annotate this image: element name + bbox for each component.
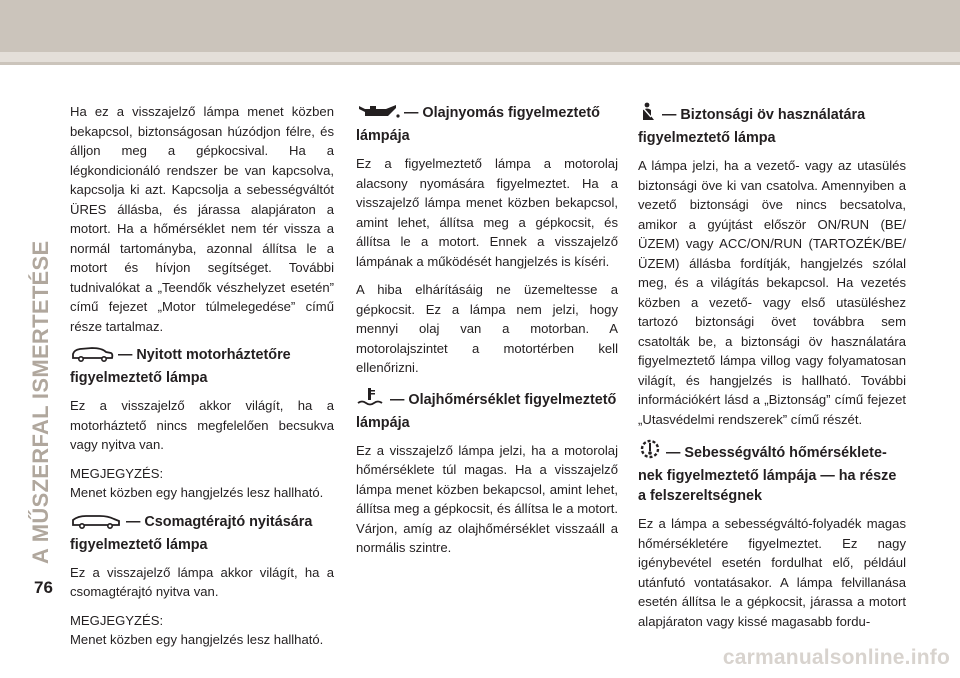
trunk-warning-heading bbox=[70, 512, 334, 555]
header-band bbox=[0, 0, 960, 52]
page-number: 76 bbox=[34, 578, 53, 597]
intro-paragraph: Ha ez a visszajelző lámpa menet közben bekapcsol, biztonságosan húzódjon félre, és álljon meg a gépkocsival. Ha a légkondicionáló rendszer be van kapcsolva, kapcsolja ki azt. Kapcsolja a sebességváltót ÜRES állásba, és járassa alapjáraton a motort. Ha a hőmérséklet nem tér vissza a normál tartományba, azonnal állítsa le a motort és hívjon segítséget. További tudnivalókat a „Teendők vészhelyzet esetén” című fejezet „Motor túlmelegedése” című része tartalmaz. bbox=[70, 104, 334, 334]
oil-pressure-heading-text: — Olajnyomás figyelmeztető lámpája bbox=[356, 105, 600, 144]
column-2 bbox=[356, 102, 618, 567]
side-chapter-title bbox=[28, 96, 56, 564]
note-1-title: MEGJEGYZÉS: bbox=[70, 465, 164, 481]
seatbelt-heading bbox=[638, 102, 906, 148]
column-3 bbox=[638, 102, 906, 640]
note-2-text: Menet közben egy hangjelzés lesz hallható. bbox=[70, 632, 324, 647]
transmission-temperature-icon bbox=[638, 438, 662, 466]
watermark: carmanualsonline.info bbox=[722, 646, 950, 669]
column-1 bbox=[70, 102, 334, 659]
side-chapter-title-text: A MŰSZERFAL ISMERTETÉSE bbox=[28, 240, 53, 564]
oil-pressure-icon bbox=[356, 102, 400, 126]
oil-pressure-heading bbox=[356, 102, 618, 146]
transmission-temperature-heading bbox=[638, 438, 906, 506]
seatbelt-icon bbox=[638, 102, 658, 128]
trunk-warning-text: Ez a visszajelző lámpa akkor világít, ha a csomagtérajtó nyitva van. bbox=[70, 564, 334, 599]
header-rule bbox=[0, 62, 960, 65]
oil-pressure-text-2: A hiba elhárításáig ne üzemeltesse a gépkocsit. Ez a lámpa nem jelzi, hogy mennyi olaj van a motorban. A motorolajszintet a motortérben kell ellenőrizni. bbox=[356, 282, 618, 375]
note-1-text: Menet közben egy hangjelzés lesz hallható. bbox=[70, 485, 324, 500]
car-hood-open-icon bbox=[70, 346, 114, 368]
transmission-temperature-text: Ez a lámpa a sebességváltó-folyadék magas hőmérsékletére figyelmeztet. Ez nagy igénybevétel esetén fordulhat elő, például utánfutó vontatásakor. A lámpa felvillanása esetén állítsa le a gépkocsit, járassa a motort alapjáraton vagy kissé magasabb fordu- bbox=[638, 516, 906, 629]
transmission-temperature-heading-text: — Sebességváltó hőmérsékletenek figyelmeztető lámpája — ha része a felszereltségnek bbox=[638, 445, 897, 504]
header-stripe bbox=[0, 52, 960, 62]
hood-warning-heading bbox=[70, 345, 334, 388]
trunk-warning-heading-text: — Csomagtérajtó nyitására figyelmeztető lámpa bbox=[70, 513, 313, 553]
hood-warning-text: Ez a visszajelző akkor világít, ha a motorháztető nincs megfelelően becsukva vagy nyitva van. bbox=[70, 398, 334, 452]
oil-pressure-text-1: Ez a figyelmeztető lámpa a motorolaj alacsony nyomására figyelmeztet. Ha a visszajelző lámpa menet közben bekapcsol, amint lehet, állítsa meg a gépkocsit, és állítsa le a motort. Ennek a visszajelző lámpának a működését hangjelzés is kíséri. bbox=[356, 156, 618, 269]
oil-temperature-text: Ez a visszajelző lámpa jelzi, ha a motorolaj hőmérséklete túl magas. Ha a visszajelző lámpa menet közben bekapcsol, amint lehet, állítsa meg a gépkocsit, és állítsa le a motort. Várjon, amíg az olajhőmérséklet visszaáll a normális szintre. bbox=[356, 442, 618, 555]
seatbelt-heading-text: — Biztonsági öv használatára figyelmeztető lámpa bbox=[638, 107, 866, 146]
note-2-title: MEGJEGYZÉS: bbox=[70, 612, 164, 628]
oil-temperature-icon bbox=[356, 387, 386, 413]
oil-temperature-heading bbox=[356, 387, 618, 433]
oil-temperature-heading-text: — Olajhőmérséklet figyelmeztető lámpája bbox=[356, 391, 617, 431]
car-trunk-open-icon bbox=[70, 513, 122, 535]
seatbelt-text: A lámpa jelzi, ha a vezető- vagy az utasülés biztonsági öve ki van csatolva. Amennyiben a vezető biztonsági öve nincs becsatolva, amikor a gyújtást először ON/RUN (BE/ÜZEM) vagy ACC/ON/RUN (TARTOZÉK/BE/ÜZEM) állásba fordítják, hangjelzés szólal meg, és a világítás bekapcsol. Ha vezetés közben a vezető- vagy első utasüléshez tartozó biztonsági övet továbbra sem csatolták be, a biztonsági öv használatára figyelmeztető lámpa villog vagy folyamatosan világít, és hangjelzés is hallható. További információkért lásd a „Biztonság” című fejezet „Utasvédelmi rendszerek” című részét. bbox=[638, 158, 906, 427]
hood-warning-heading-text: — Nyitott motorháztetőre figyelmeztető lámpa bbox=[70, 347, 291, 386]
